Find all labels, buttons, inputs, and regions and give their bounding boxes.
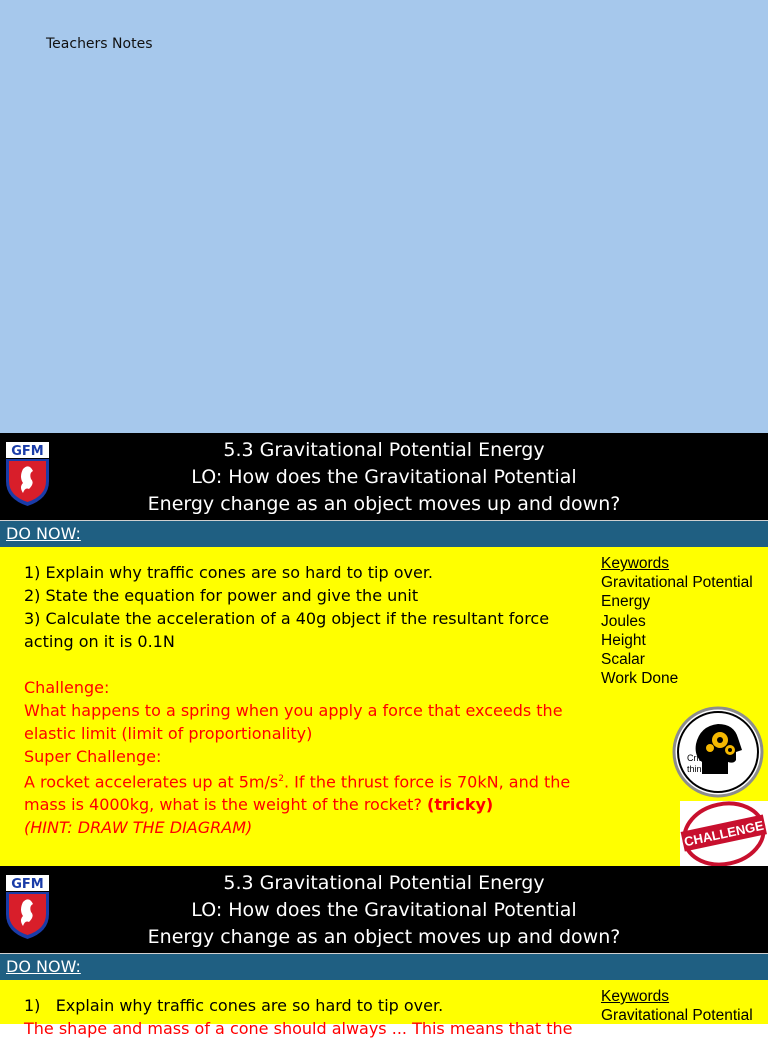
challenge-stamp-icon xyxy=(680,801,768,867)
slide-header xyxy=(0,433,768,520)
learning-objective-line-1: LO: How does the Gravitational Potential xyxy=(191,899,577,921)
critical-thinking-head-gear-icon xyxy=(672,706,764,798)
do-now-label: DO NOW: xyxy=(6,524,81,543)
learning-objective-line-2: Energy change as an object moves up and down? xyxy=(147,926,621,948)
keyword-item: Work Done xyxy=(601,670,679,688)
keyword-item: Joules xyxy=(601,612,646,630)
keyword-item: Gravitational Potential xyxy=(601,574,753,592)
learning-objective-line-1: LO: How does the Gravitational Potential xyxy=(191,466,577,488)
challenge-stamp-text: CHALLENGE xyxy=(682,817,766,850)
keywords-box xyxy=(601,987,768,1025)
question-2: 2) State the equation for power and give the unit xyxy=(24,586,419,605)
question-1-text: Explain why traffic cones are so hard to tip over. xyxy=(55,996,444,1015)
critical-thinking-line-1: Critical xyxy=(687,753,715,763)
question-1-answer: The shape and mass of a cone should always ... This means that the xyxy=(24,1019,573,1038)
question-1: 1) Explain why traffic cones are so hard to tip over. xyxy=(24,563,434,582)
super-challenge-text-part-2: . If the thrust force is 70kN, and the mass is 4000kg, what is the weight of the rocket? xyxy=(24,772,571,815)
learning-objective-line-2: Energy change as an object moves up and down? xyxy=(147,493,621,515)
challenge-label: Challenge: xyxy=(24,678,110,697)
keywords-box xyxy=(601,554,768,688)
hint-text: (HINT: DRAW THE DIAGRAM) xyxy=(24,818,253,838)
question-1-number: 1) xyxy=(24,996,41,1015)
keywords-title: Keywords xyxy=(601,988,670,1005)
super-challenge-text xyxy=(24,768,602,816)
tricky-label: (tricky) xyxy=(427,795,494,815)
super-challenge-text-part-1: A rocket accelerates up at 5m/s xyxy=(24,772,279,792)
lesson-title: 5.3 Gravitational Potential Energy xyxy=(223,439,545,461)
teachers-notes-panel xyxy=(0,0,768,433)
super-challenge-label: Super Challenge: xyxy=(24,747,162,766)
critical-thinking-label xyxy=(687,753,718,775)
superscript-2: 2 xyxy=(278,774,284,784)
svg-text:GFM: GFM xyxy=(11,444,44,459)
do-now-label: DO NOW: xyxy=(6,957,81,976)
question-1 xyxy=(24,994,602,1017)
critical-thinking-line-2: thinking xyxy=(687,764,719,774)
svg-text:GFM: GFM xyxy=(11,877,44,892)
keywords-title: Keywords xyxy=(601,555,670,572)
question-3: 3) Calculate the acceleration of a 40g object if the resultant force acting on it is 0.1N xyxy=(24,609,550,651)
do-now-questions xyxy=(24,994,602,1040)
slide-2 xyxy=(0,866,768,1038)
do-now-bar xyxy=(0,520,768,547)
keyword-item: Gravitational Potential xyxy=(601,1007,753,1025)
keyword-item: Scalar xyxy=(601,651,645,669)
do-now-bar xyxy=(0,953,768,980)
teachers-notes-title: Teachers Notes xyxy=(46,36,153,52)
keyword-item: Height xyxy=(601,631,646,649)
keyword-item: Energy xyxy=(601,593,651,611)
challenge-text: What happens to a spring when you apply a force that exceeds the elastic limit (limit of proportionality) xyxy=(24,701,563,743)
slide-header xyxy=(0,866,768,953)
lesson-title: 5.3 Gravitational Potential Energy xyxy=(223,872,545,894)
do-now-questions xyxy=(24,561,602,839)
slide-1 xyxy=(0,433,768,866)
